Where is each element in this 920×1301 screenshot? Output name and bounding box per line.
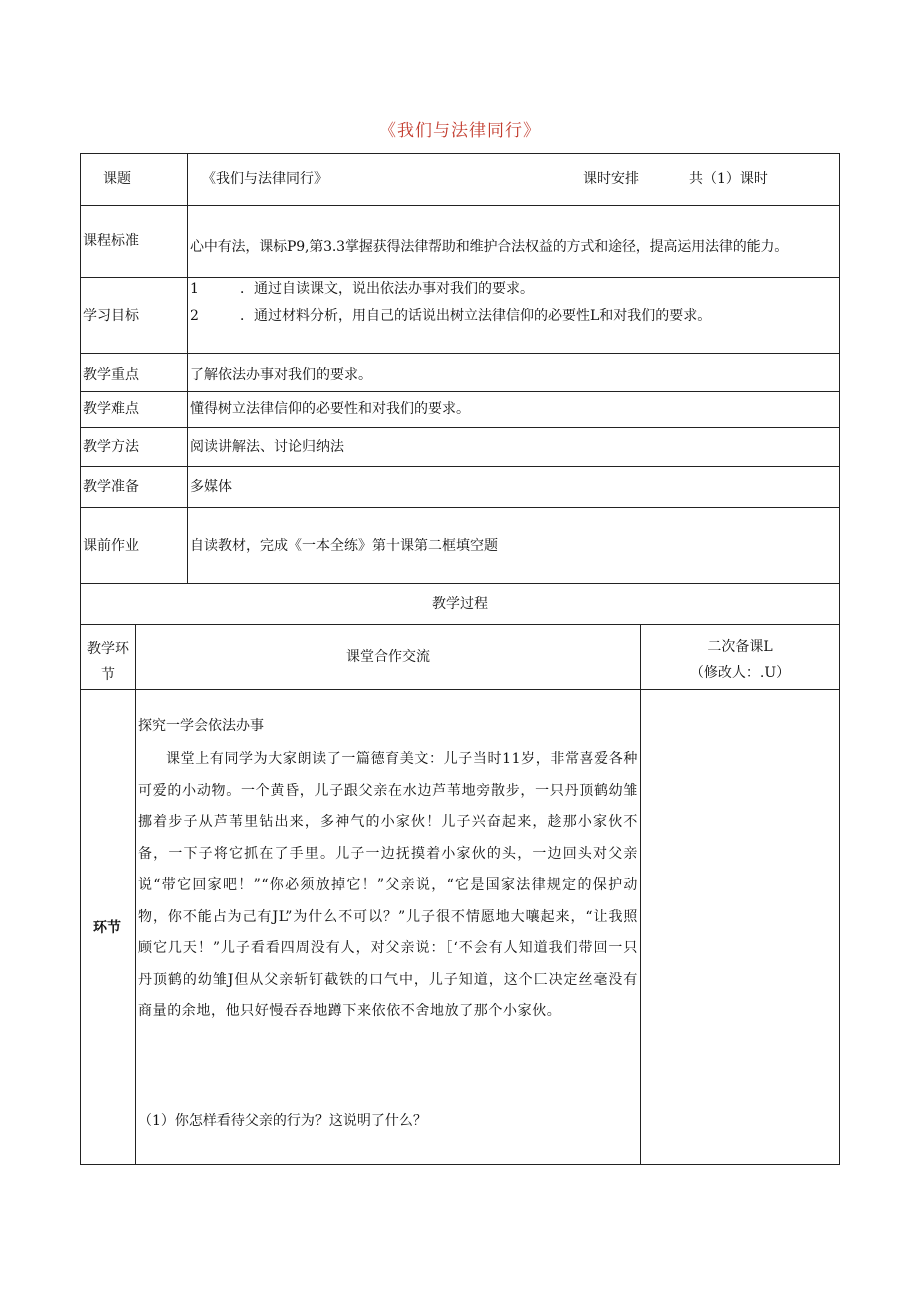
topic-label: 课题 <box>103 171 131 187</box>
grid-line <box>80 277 840 278</box>
grid-line <box>80 507 840 508</box>
grid-line <box>839 153 840 1165</box>
key-point-value: 了解依法办事对我们的要求。 <box>190 367 372 383</box>
homework-value: 自读教材，完成《一本全练》第十课第二框填空题 <box>190 538 498 554</box>
goal-number: 2 <box>190 308 199 324</box>
method-label: 教学方法 <box>83 439 139 455</box>
grid-line <box>80 153 840 154</box>
inquiry-title: 探究一学会依法办事 <box>138 718 264 734</box>
grid-line <box>187 153 188 584</box>
revision-column-header <box>641 634 839 686</box>
key-point-label: 教学重点 <box>83 367 139 383</box>
goal-text: ．通过材料分析，用自己的话说出树立法律信仰的必要性L和对我们的要求。 <box>240 308 712 324</box>
standard-label: 课程标准 <box>83 233 139 249</box>
schedule-value: 共（1）课时 <box>689 171 768 187</box>
grid-line <box>80 353 840 354</box>
grid-line <box>135 624 136 1165</box>
stage-header-line2: 节 <box>101 667 115 683</box>
grid-line <box>80 624 840 625</box>
grid-line <box>80 466 840 467</box>
method-value: 阅读讲解法、讨论归纳法 <box>190 439 344 455</box>
goal-number: 1 <box>190 281 199 297</box>
grid-line <box>80 583 840 584</box>
grid-line <box>80 153 81 1165</box>
exchange-column-header: 课堂合作交流 <box>346 649 430 665</box>
story-paragraph: 课堂上有同学为大家朗读了一篇德育美文：儿子当时11岁，非常喜爱各种可爱的小动物。一个黄昏，儿子跟父亲在水边芦苇地旁散步，一只丹顶鹤幼雏挪着步子从芦苇里钻出来，多神气的小家伙！儿子兴奋起来，趁那小家伙不备，一下子将它抓在了手里。儿子一边抚摸着小家伙的头，一边回头对父亲说“带它回家吧！”“你必须放掉它！”父亲说，“它是国家法律规定的保护动物，你不能占为己有JL”为什么不可以？”儿子很不情愿地大嚷起来，“让我照顾它几天！”儿子看看四周没有人，对父亲说：［‘不会有人知道我们带回一只丹顶鹤的幼雏J但从父亲斩钉截铁的口气中，儿子知道，这个匚决定丝毫没有商量的余地，他只好慢吞吞地蹲下来依依不舍地放了那个小家伙。 <box>138 751 638 1019</box>
standard-value: 心中有法，课标P9,第3.3掌握获得法律帮助和维护合法权益的方式和途径，提高运用法律的能力。 <box>190 239 789 255</box>
process-title: 教学过程 <box>432 596 488 612</box>
goal-text: ．通过自读课文，说出依法办事对我们的要求。 <box>240 281 534 297</box>
difficulty-value: 懂得树立法律信仰的必要性和对我们的要求。 <box>190 401 470 417</box>
stage-header-line1: 教学环 <box>87 641 129 657</box>
stage-column-header <box>83 636 133 688</box>
homework-label: 课前作业 <box>83 538 139 554</box>
stage-label: 环节 <box>93 920 121 936</box>
grid-line <box>640 624 641 1165</box>
topic-value: 《我们与法律同行》 <box>202 171 328 187</box>
grid-line <box>80 427 840 428</box>
prep-label: 教学准备 <box>83 479 139 495</box>
revision-header-line2: （修改人：.U） <box>689 665 791 681</box>
grid-line <box>80 391 840 392</box>
prep-value: 多媒体 <box>190 479 232 495</box>
schedule-label: 课时安排 <box>583 171 639 187</box>
grid-line <box>80 205 840 206</box>
discussion-question: （1）你怎样看待父亲的行为？这说明了什么？ <box>138 1113 427 1129</box>
document-title: 《我们与法律同行》 <box>379 121 541 141</box>
revision-header-line1: 二次备课L <box>707 639 773 655</box>
grid-line <box>80 689 840 690</box>
difficulty-label: 教学难点 <box>83 401 139 417</box>
goals-label: 学习目标 <box>83 308 139 324</box>
grid-line <box>80 1164 840 1165</box>
